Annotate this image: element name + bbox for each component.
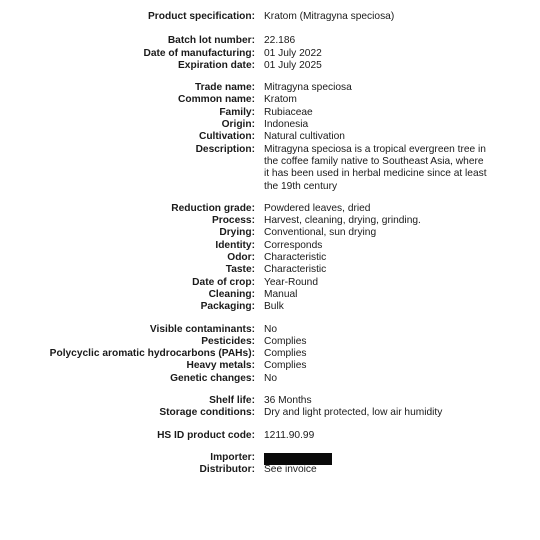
heavy-metals-value: Complies — [264, 360, 307, 372]
product-specification-row — [0, 11, 540, 23]
reduction-grade-label: Reduction grade: — [171, 202, 255, 214]
cleaning-value: Manual — [264, 288, 298, 300]
visible-contaminants-row — [0, 324, 540, 336]
taste-value: Characteristic — [264, 264, 327, 276]
cleaning-row — [0, 289, 540, 301]
manufacturing-date-value: 01 July 2022 — [264, 47, 322, 59]
cleaning-label: Cleaning: — [208, 288, 255, 300]
trade-name-row — [0, 82, 540, 94]
heavy-metals-row — [0, 360, 540, 372]
packaging-value: Bulk — [264, 301, 284, 313]
reduction-grade-row — [0, 203, 540, 215]
description-label: Description: — [195, 143, 255, 155]
hs-section — [0, 430, 540, 442]
pahs-value: Complies — [264, 348, 307, 360]
distributor-row — [0, 464, 540, 476]
origin-label: Origin: — [221, 119, 255, 131]
packaging-row — [0, 301, 540, 313]
origin-value: Indonesia — [264, 119, 309, 131]
distributor-label: Distributor: — [199, 464, 255, 476]
odor-row — [0, 252, 540, 264]
expiration-date-value: 01 July 2025 — [264, 59, 322, 71]
packaging-label: Packaging: — [200, 301, 255, 313]
distributor-value: See invoice — [264, 464, 317, 476]
trade-name-label: Trade name: — [194, 82, 255, 94]
trade-name-value: Mitragyna speciosa — [264, 82, 352, 94]
expiration-date-row — [0, 60, 540, 72]
description-value: Mitragyna speciosa is a tropical evergreen tree in the coffee family native to Southeast Asia, where it has been used in herbal medicine since at least the 19th century — [264, 143, 487, 192]
pahs-row — [0, 348, 540, 360]
date-of-crop-row — [0, 277, 540, 289]
batch-section — [0, 35, 540, 72]
hs-code-row — [0, 430, 540, 442]
family-row — [0, 107, 540, 119]
batch-lot-row — [0, 35, 540, 47]
batch-lot-value: 22.186 — [264, 35, 296, 47]
manufacturing-date-row — [0, 48, 540, 60]
taste-row — [0, 264, 540, 276]
shelf-life-label: Shelf life: — [209, 395, 255, 407]
process-value: Harvest, cleaning, drying, grinding. — [264, 215, 421, 227]
manufacturing-date-label: Date of manufacturing: — [143, 47, 255, 59]
visible-contaminants-value: No — [264, 323, 278, 335]
pahs-label: Polycyclic aromatic hydrocarbons (PAHs): — [49, 348, 255, 360]
storage-conditions-row — [0, 407, 540, 419]
storage-conditions-value: Dry and light protected, low air humidity — [264, 407, 443, 419]
importer-label: Importer: — [210, 451, 255, 463]
identity-row — [0, 240, 540, 252]
batch-lot-label: Batch lot number: — [167, 35, 255, 47]
reduction-grade-value: Powdered leaves, dried — [264, 202, 371, 214]
date-of-crop-value: Year-Round — [264, 276, 318, 288]
common-name-label: Common name: — [178, 94, 255, 106]
genetic-changes-row — [0, 373, 540, 385]
taste-label: Taste: — [225, 264, 255, 276]
common-name-value: Kratom — [264, 94, 297, 106]
hs-code-value: 1211.90.99 — [264, 429, 315, 441]
identity-value: Corresponds — [264, 239, 323, 251]
drying-value: Conventional, sun drying — [264, 227, 377, 239]
cultivation-label: Cultivation: — [198, 131, 255, 143]
product-specification-label: Product specification: — [148, 11, 255, 22]
heavy-metals-label: Heavy metals: — [186, 360, 255, 372]
genetic-changes-label: Genetic changes: — [170, 372, 255, 384]
process-row — [0, 215, 540, 227]
visible-contaminants-label: Visible contaminants: — [149, 323, 255, 335]
storage-section — [0, 395, 540, 420]
identity-label: Identity: — [215, 239, 255, 251]
redaction-bar — [264, 453, 332, 465]
odor-label: Odor: — [227, 252, 255, 264]
cultivation-row — [0, 131, 540, 143]
botanical-section — [0, 82, 540, 193]
process-label: Process: — [211, 215, 255, 227]
description-row — [0, 144, 540, 193]
pesticides-value: Complies — [264, 335, 307, 347]
specification-sheet — [0, 8, 540, 487]
expiration-date-label: Expiration date: — [178, 59, 255, 71]
odor-value: Characteristic — [264, 252, 327, 264]
product-specification-value: Kratom (Mitragyna speciosa) — [264, 11, 395, 22]
pesticides-row — [0, 336, 540, 348]
common-name-row — [0, 94, 540, 106]
shelf-life-row — [0, 395, 540, 407]
family-label: Family: — [219, 106, 255, 118]
hs-code-label: HS ID product code: — [157, 429, 255, 441]
importer-value — [264, 452, 332, 465]
importer-row — [0, 452, 540, 464]
shelf-life-value: 36 Months — [264, 395, 312, 407]
genetic-changes-value: No — [264, 372, 278, 384]
drying-label: Drying: — [219, 227, 255, 239]
origin-row — [0, 119, 540, 131]
family-value: Rubiaceae — [264, 106, 313, 118]
processing-section — [0, 203, 540, 314]
pesticides-label: Pesticides: — [201, 335, 255, 347]
cultivation-value: Natural cultivation — [264, 131, 345, 143]
safety-section — [0, 324, 540, 385]
drying-row — [0, 227, 540, 239]
date-of-crop-label: Date of crop: — [192, 276, 255, 288]
parties-section — [0, 452, 540, 477]
storage-conditions-label: Storage conditions: — [159, 407, 255, 419]
